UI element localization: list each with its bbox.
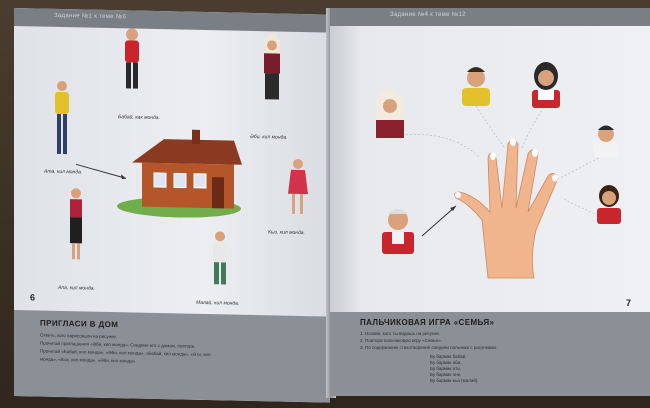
poem-line: Бу бармак әти,	[430, 366, 461, 371]
caption-father: Ата, кил монда.	[44, 168, 83, 176]
right-instructions-band	[330, 312, 650, 396]
right-instruction-line: 3. По содержанию стихотворения соедини пальчики с рисунками.	[360, 345, 498, 350]
open-workbook	[14, 8, 650, 400]
left-illustrations	[14, 8, 330, 315]
left-instruction-line: Ответь, кого нарисовали на рисунке.	[40, 332, 118, 340]
arrow-line	[76, 164, 126, 178]
left-instruction-line: Прочитай «Бабай, кил монда», «Әби, кил монда», «Бабай, кил монда», «Әти, кил	[40, 348, 211, 358]
caption-grandmother: Әби, кил монда.	[250, 133, 288, 141]
grandfather-portrait	[382, 209, 414, 254]
boy-portrait	[594, 126, 618, 159]
poem-line: Бу бармак әби,	[430, 360, 462, 365]
father-portrait	[462, 67, 490, 106]
left-instructions-band	[14, 310, 330, 403]
right-illustrations	[330, 8, 650, 308]
right-instruction-line: 1. Назови, кого ты видишь на рисунке.	[360, 331, 441, 336]
grandmother-figure	[264, 34, 280, 99]
hand-illustration	[455, 138, 558, 278]
grandfather-figure	[125, 28, 139, 88]
girl-figure	[288, 159, 308, 214]
left-instruction-line: монда», «Кыз, кил монда», «Әби, кил монда».	[40, 356, 137, 364]
boy-figure	[213, 231, 227, 284]
mother-figure	[70, 188, 82, 259]
left-page	[14, 8, 330, 403]
poem-line: Бу бармак бабай,	[430, 354, 467, 359]
left-page-header: Задание №1 к теме №6	[54, 12, 127, 21]
caption-grandfather: Бабай, как монда.	[118, 114, 160, 122]
mother-portrait	[532, 62, 560, 108]
caption-mother: Апа, кил монда.	[58, 284, 95, 292]
right-page	[330, 8, 650, 396]
left-page-number: 6	[30, 292, 36, 303]
poem-line: Бу бармак кыз (малай).	[430, 378, 479, 383]
right-instruction-line: 2. Повтори пальчиковую игру «Семья».	[360, 338, 442, 343]
father-figure	[55, 81, 69, 154]
left-section-title: ПРИГЛАСИ В ДОМ	[40, 318, 119, 330]
right-page-header: Задание №4 к теме №12	[390, 12, 466, 18]
right-section-title: ПАЛЬЧИКОВАЯ ИГРА «СЕМЬЯ»	[360, 318, 495, 327]
left-instruction-line: Прочитай приглашения «Әби, кил монда». Соедини его с домом, повтори.	[40, 340, 196, 349]
grandmother-portrait	[376, 89, 404, 138]
right-page-number: 7	[626, 298, 632, 308]
caption-boy: Малай, кил монда.	[196, 299, 240, 307]
poem-line: Бу бармак әни,	[430, 372, 462, 377]
caption-girl: Кыз, кил монда.	[268, 229, 305, 237]
girl-portrait	[597, 185, 621, 224]
arrow-line	[422, 206, 456, 236]
house-illustration	[117, 128, 242, 219]
